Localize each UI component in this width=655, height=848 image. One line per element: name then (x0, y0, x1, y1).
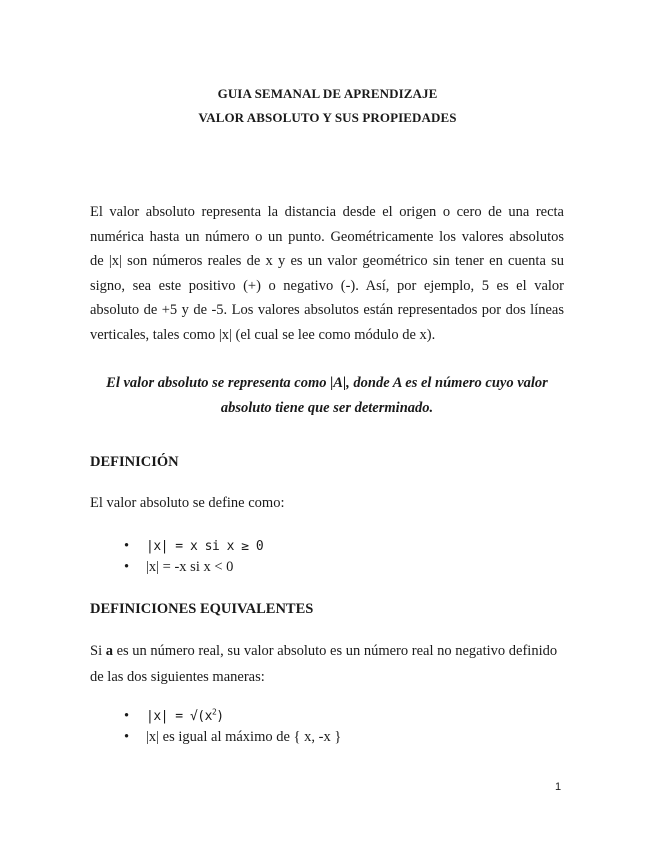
bullet-icon: • (124, 538, 130, 554)
page-number: 1 (555, 781, 562, 793)
exponent: 2 (211, 707, 217, 717)
definition-intro: El valor absoluto se define como: (90, 495, 285, 511)
equivalent-intro-line: de las dos siguientes maneras: (90, 668, 265, 685)
intro-line: absoluto de +5 y de -5. Los valores absolutos están representados por dos líneas (90, 302, 564, 319)
intro-line: signo, sea este positivo (+) o negativo (-). Así, por ejemplo, 5 es el valor (90, 277, 564, 294)
equivalent-intro (90, 639, 564, 690)
intro-line: verticales, tales como |x| (el cual se lee como módulo de x). (90, 326, 436, 343)
intro-paragraph (90, 200, 564, 348)
intro-line: de |x| son números reales de x y es un valor geométrico sin tener en cuenta su (90, 253, 564, 270)
intro-line: numérica hasta un número o un punto. Geométricamente los valores absolutos (90, 228, 564, 245)
intro-line: El valor absoluto representa la distancia desde el origen o cero de una recta (90, 204, 564, 220)
definition-item: |x| = -x si x < 0 (146, 559, 234, 575)
equivalent-intro-rest: es un número real, su valor absoluto es un número real no negativo definido (112, 643, 558, 659)
equivalent-intro-line (90, 639, 564, 665)
definition-item: |x| = x si x ≥ 0 (146, 539, 264, 554)
sqrt-expression: |x| = √(x (146, 709, 212, 724)
list-item (124, 557, 263, 578)
highlight-line: absoluto tiene que ser determinado. (220, 400, 434, 416)
variable-a: a (105, 643, 113, 659)
definition-list (124, 536, 263, 578)
list-item (124, 706, 341, 727)
list-item (124, 727, 341, 748)
equivalent-intro-prefix: Si (90, 643, 106, 659)
bullet-icon: • (124, 708, 130, 724)
highlight-line: El valor absoluto se representa como |A|, donde A es el número cuyo valor (106, 375, 548, 391)
equivalent-list (124, 706, 341, 748)
equivalent-item: |x| es igual al máximo de { x, -x } (146, 729, 342, 745)
equivalent-item (146, 709, 224, 724)
bullet-icon: • (124, 729, 130, 745)
document-subtitle: VALOR ABSOLUTO Y SUS PROPIEDADES (198, 110, 457, 125)
highlight-statement (90, 371, 564, 421)
definition-heading: DEFINICIÓN (90, 454, 179, 470)
bullet-icon: • (124, 559, 130, 575)
sqrt-close: ) (216, 709, 224, 724)
list-item (124, 536, 263, 557)
equivalent-heading: DEFINICIONES EQUIVALENTES (90, 601, 314, 617)
document-title: GUIA SEMANAL DE APRENDIZAJE (217, 86, 438, 101)
